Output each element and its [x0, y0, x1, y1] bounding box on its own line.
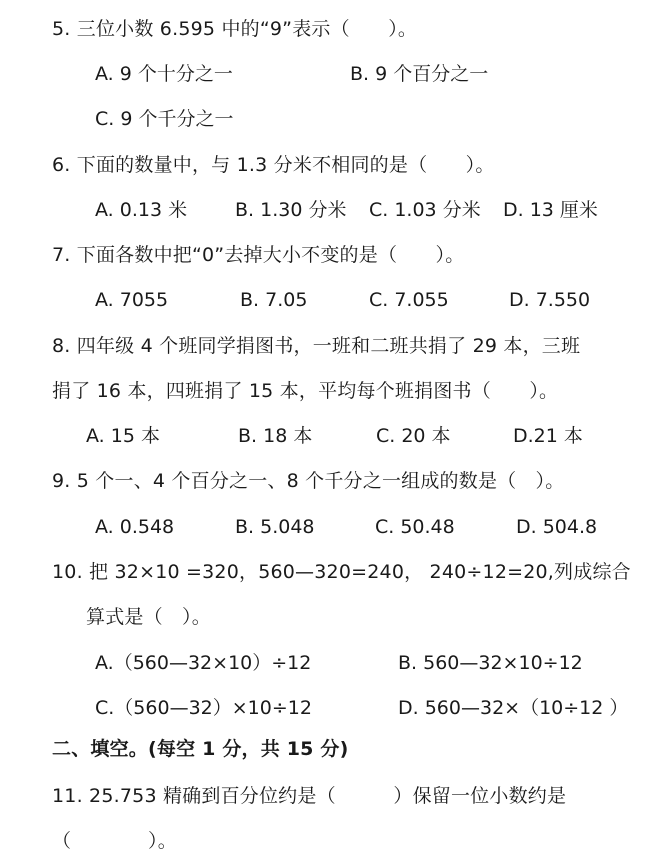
question-11-stem-line-2: （ ）。 [52, 830, 177, 852]
question-7-option-c: C. 7.055 [369, 289, 449, 311]
question-9-option-c: C. 50.48 [375, 516, 455, 538]
question-10-option-a: A.（560—32×10）÷12 [95, 652, 312, 674]
question-11-stem-line-1: 11. 25.753 精确到百分位约是（ ）保留一位小数约是 [52, 785, 567, 807]
question-10-option-c: C.（560—32）×10÷12 [95, 697, 312, 719]
question-6-option-b: B. 1.30 分米 [235, 199, 347, 221]
question-8-stem-line-2: 捐了 16 本，四班捐了 15 本，平均每个班捐图书（ ）。 [52, 380, 559, 402]
question-8-option-c: C. 20 本 [376, 425, 451, 447]
question-7-option-d: D. 7.550 [509, 289, 591, 311]
question-9-option-d: D. 504.8 [516, 516, 598, 538]
question-9-option-b: B. 5.048 [235, 516, 315, 538]
question-9-stem: 9. 5 个一、4 个百分之一、8 个千分之一组成的数是（ ）。 [52, 470, 565, 492]
question-8-option-b: B. 18 本 [238, 425, 313, 447]
question-5-option-c: C. 9 个千分之一 [95, 108, 234, 130]
question-8-option-a: A. 15 本 [86, 425, 160, 447]
question-5-option-a: A. 9 个十分之一 [95, 63, 233, 85]
question-8-option-d: D.21 本 [513, 425, 583, 447]
question-8-stem-line-1: 8. 四年级 4 个班同学捐图书，一班和二班共捐了 29 本，三班 [52, 335, 581, 357]
question-5-stem: 5. 三位小数 6.595 中的“9”表示（ ）。 [52, 18, 418, 40]
question-6-option-d: D. 13 厘米 [503, 199, 598, 221]
question-6-option-a: A. 0.13 米 [95, 199, 188, 221]
question-10-option-d: D. 560—32×（10÷12 ） [398, 697, 629, 719]
section-two-heading: 二、填空。(每空 1 分，共 15 分) [52, 738, 349, 760]
question-6-option-c: C. 1.03 分米 [369, 199, 481, 221]
question-10-option-b: B. 560—32×10÷12 [398, 652, 583, 674]
question-6-stem: 6. 下面的数量中，与 1.3 分米不相同的是（ ）。 [52, 154, 495, 176]
question-10-stem-line-1: 10. 把 32×10 =320，560—320=240， 240÷12=20,列成综合 [52, 561, 631, 583]
question-7-option-b: B. 7.05 [240, 289, 308, 311]
question-10-stem-line-2: 算式是（ ）。 [86, 606, 211, 628]
question-7-option-a: A. 7055 [95, 289, 169, 311]
question-5-option-b: B. 9 个百分之一 [350, 63, 489, 85]
question-9-option-a: A. 0.548 [95, 516, 175, 538]
question-7-stem: 7. 下面各数中把“0”去掉大小不变的是（ ）。 [52, 244, 465, 266]
